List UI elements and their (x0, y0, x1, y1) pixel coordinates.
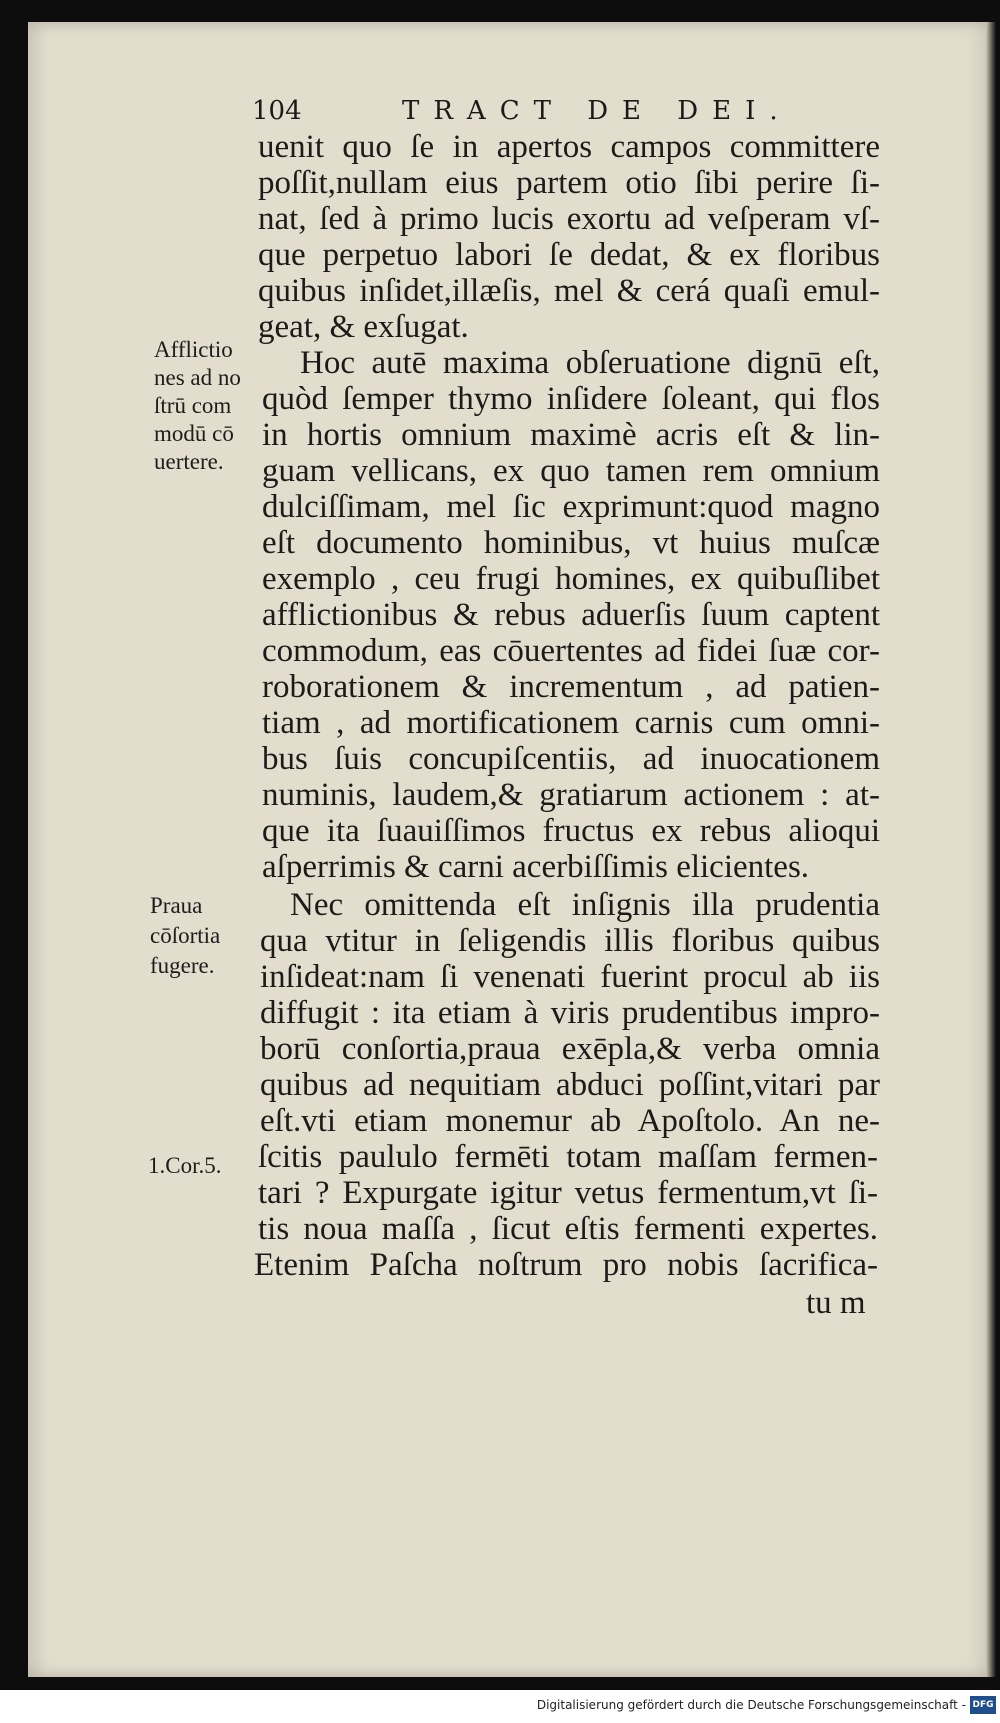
page-fold-shadow (986, 22, 996, 1677)
text-line: ſcitis paululo fermēti totam maſſam fermen- (258, 1139, 878, 1175)
text-line: eſt.vti etiam monemur ab Apoſtolo. An ne- (260, 1103, 880, 1139)
margin-note: cōſortia (150, 923, 221, 948)
text-line: bus ſuis concupiſcentiis, ad inuocationem (262, 741, 880, 777)
text-line: qua vtitur in ſeligendis illis floribus quibus (260, 923, 880, 959)
dfg-logo: DFG (970, 1696, 996, 1714)
margin-note: nes ad no (154, 365, 241, 390)
text-line: que ita ſuauiſſimos fructus ex rebus alioqui (262, 813, 880, 849)
margin-note: Praua (150, 893, 203, 918)
margin-note: fugere. (150, 953, 215, 978)
text-line: Nec omittenda eſt inſignis illa prudentia (290, 887, 880, 923)
text-line: eſt documento hominibus, vt huius muſcæ (262, 525, 880, 561)
text-line: in hortis omnium maximè acris eſt & lin- (262, 417, 880, 453)
text-line: tari ? Expurgate igitur vetus fermentum,vt ſi- (258, 1175, 878, 1211)
text-line: exemplo , ceu frugi homines, ex quibuſlibet (262, 561, 880, 597)
text-line: commodum, eas cōuertentes ad fidei ſuæ cor- (262, 633, 880, 669)
text-line: quibus ad nequitiam abduci poſſint,vitari par (260, 1067, 880, 1103)
margin-note: uertere. (154, 449, 224, 474)
text-line: borū conſortia,praua exēpla,& verba omnia (260, 1031, 880, 1067)
text-line: quibus inſidet,illæſis, mel & cerá quaſi emul- (258, 273, 880, 309)
page-number: 104 (252, 96, 302, 126)
text-line: Hoc autē maxima obſeruatione dignū eſt, (300, 345, 880, 381)
text-line: Etenim Paſcha noſtrum pro nobis ſacrifica- (254, 1247, 878, 1283)
text-line: guam vellicans, ex quo tamen rem omnium (262, 453, 880, 489)
text-line: diffugit : ita etiam à viris prudentibus impro- (260, 995, 880, 1031)
text-line: geat, & exſugat. (258, 309, 469, 345)
text-line: inſideat:nam ſi venenati fuerint procul ab iis (260, 959, 880, 995)
margin-note: Afflictio (154, 337, 233, 362)
text-line: dulciſſimam, mel ſic exprimunt:quod magno (262, 489, 880, 525)
text-line: tis noua maſſa , ſicut eſtis fermenti expertes. (258, 1211, 878, 1247)
text-line: afflictionibus & rebus aduerſis ſuum captent (262, 597, 880, 633)
text-line: roborationem & incrementum , ad patien- (262, 669, 880, 705)
text-line: poſſit,nullam eius partem otio ſibi perire ſi- (258, 165, 880, 201)
text-line: que perpetuo labori ſe dedat, & ex floribus (258, 237, 880, 273)
text-line: aſperrimis & carni acerbiſſimis elicientes. (262, 849, 810, 885)
running-title: TRACT DE DEI. (402, 96, 792, 126)
margin-note: ſtrū com (154, 393, 232, 418)
text-line: quòd ſemper thymo inſidere ſoleant, qui flos (262, 381, 880, 417)
catchword: tu m (806, 1285, 866, 1321)
margin-note: 1.Cor.5. (148, 1153, 222, 1178)
text-line: nat, ſed à primo lucis exortu ad veſperam vſ- (258, 201, 880, 237)
text-line: numinis, laudem,& gratiarum actionem : at- (262, 777, 880, 813)
text-line: tiam , ad mortificationem carnis cum omni- (262, 705, 880, 741)
text-line: uenit quo ſe in apertos campos committere (258, 129, 880, 165)
margin-note: modū cō (154, 421, 234, 446)
digitization-footer (0, 1690, 1000, 1723)
footer-credit: Digitalisierung gefördert durch die Deutsche Forschungsgemeinschaft - (536, 1698, 966, 1712)
